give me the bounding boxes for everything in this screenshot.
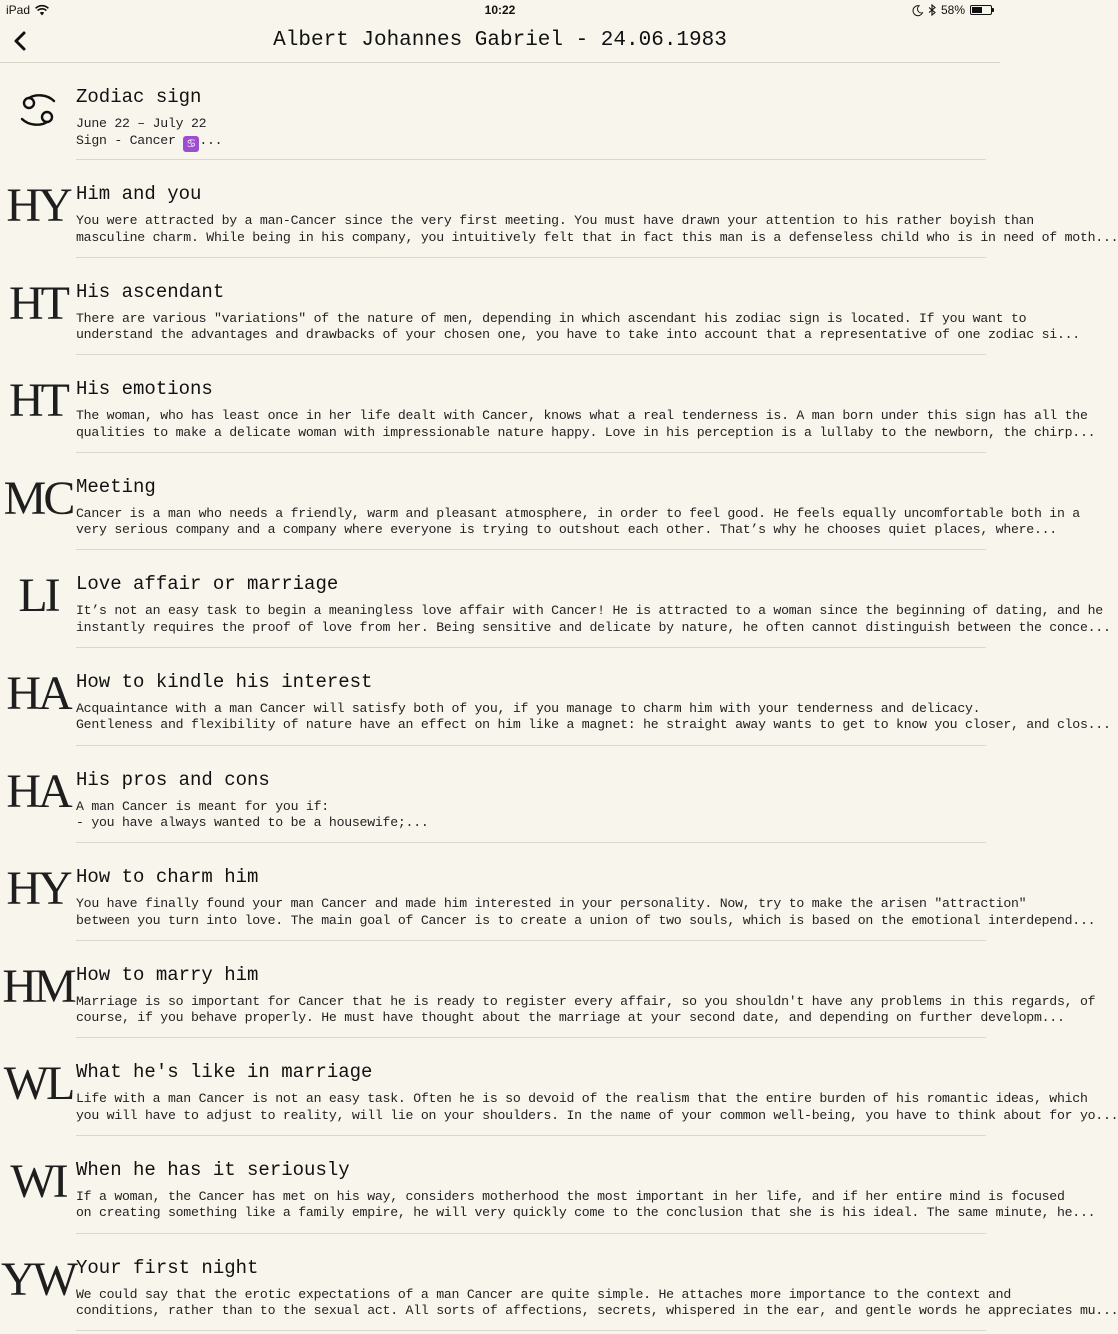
status-bar [0,0,1000,20]
row-text-line: between you turn into love. The main goal of Cancer is to create a union of two souls, which is based on the emotional interdepend... [76,912,1096,928]
row-title: His emotions [76,378,213,401]
row-text [76,408,1096,441]
row-text-line: instantly requires the proof of love from her. Being sensitive and delicate by nature, he often cannot distinguish between the conce... [76,619,1111,635]
status-right [913,3,992,17]
row-title: Your first night [76,1256,259,1279]
row-text [76,993,1096,1027]
initials-icon: LI [18,569,58,623]
row-title: Meeting [76,475,156,498]
row-title: How to marry him [76,963,259,986]
initials-icon: WL [3,1057,73,1111]
row-text-line: If a woman, the Cancer has met on his way, considers motherhood the most important in her life, and if her entire mind is focused [76,1188,1065,1204]
row-text-line: June 22 – July 22 [76,116,207,131]
list-item[interactable] [0,648,1111,746]
initials-icon: HT [9,374,67,428]
row-text-line: Gentleness and flexibility of nature have an effect on him like a magnet: he straight away wants to get to know you closer, and clos... [76,717,1111,733]
row-text [76,1286,1118,1320]
row-text [76,1188,1096,1222]
ellipsis: ... [199,132,223,148]
row-text-line: Cancer is a man who needs a friendly, warm and pleasant atmosphere, in order to feel good. He feels equally uncomfortable both in a [76,505,1080,521]
row-text-line: you will have to adjust to reality, will lie on your shoulders. In the name of your common well-being, you have to think about for yo... [76,1107,1118,1123]
list-item[interactable] [0,258,1080,356]
row-text-line: on creating something like a family empire, he will very quickly come to the conclusion that she is his ideal. The same minute, he... [76,1205,1096,1221]
row-title: Him and you [76,183,202,205]
row-title: What he's like in marriage [76,1061,373,1084]
initials-icon: HY [6,179,70,232]
row-text [76,1091,1118,1124]
initials-icon: HT [9,276,67,330]
list-item[interactable] [0,160,1118,258]
row-title: His pros and cons [76,768,270,791]
initials-icon: HA [6,666,70,720]
initials-icon: MC [3,471,73,525]
cancer-zodiac-icon [18,93,58,127]
row-text [76,799,998,832]
list-item[interactable] [0,1136,1096,1234]
row-text-line [76,133,998,152]
initials-icon: HY [6,862,70,916]
row-text [76,896,1096,929]
row-text [76,213,1118,246]
battery-level [972,7,982,13]
moon-icon [913,5,923,16]
row-text [76,116,998,152]
row-text-line: conditions, rather than to the sexual act. All sorts of affections, secrets, whispered in the ear, and gentle words he appreciates mu... [76,1303,1118,1319]
article-items [0,160,1118,1331]
row-text-line: The woman, who has least once in her life dealt with Cancer, knows what a real tenderness is. A man born under this sign has all the [76,408,1088,424]
list-item-zodiac-sign[interactable] [0,63,1000,160]
battery-percent: 58% [940,3,965,17]
row-title: Zodiac sign [76,86,202,108]
row-text-line: It’s not an easy task to begin a meaningless love affair with Cancer! He is attracted to a woman since the beginning of dating, and he [76,603,1103,619]
row-title: How to kindle his interest [76,670,373,693]
bluetooth-icon [928,4,936,16]
row-text [76,700,1111,734]
row-text-line: understand the advantages and drawbacks of your chosen one, you have to take into account that a representative of one zodiac si... [76,327,1080,343]
row-text [76,505,1080,539]
row-text-line: Life with a man Cancer is not an easy task. Often he is so devoid of the realism that the entire burden of his romantic ideas, which [76,1091,1088,1107]
page-title: Albert Johannes Gabriel - 24.06.1983 [273,29,727,52]
row-text [76,603,1111,636]
cancer-emoji-icon: ♋ [183,136,199,152]
row-text-line: very serious company and a company where everyone is trying to outshout each other. That’s why he chooses quiet places, where... [76,522,1057,538]
initials-icon: HM [2,959,74,1013]
row-text-line: A man Cancer is meant for you if: [76,798,329,814]
row-text-line: There are various "variations" of the nature of men, depending in which ascendant his zodiac sign is located. If you want to [76,310,1027,326]
row-text-line: You have finally found your man Cancer and made him interested in your personality. Now, try to make the arisen "attraction" [76,896,1027,912]
list-item[interactable] [0,941,1096,1039]
list-item[interactable] [0,746,1000,844]
row-text [76,310,1080,344]
row-title: His ascendant [76,280,225,303]
initials-icon: YW [1,1252,75,1306]
row-text-line: masculine charm. While being in his company, you intuitively felt that in fact this man is a defenseless child who is in need of moth... [76,229,1118,245]
row-title: When he has it seriously [76,1158,350,1181]
sign-label: Sign - Cancer [76,132,176,148]
chevron-left-icon[interactable] [8,28,34,54]
row-text-line: course, if you behave properly. He must have thought about the marriage at your second date, and depending on further developm... [76,1010,1065,1026]
row-title: How to charm him [76,866,259,889]
list-item[interactable] [0,453,1080,551]
initials-icon: WI [10,1154,66,1208]
horoscope-list [0,63,1118,1331]
initials-icon: HA [6,764,70,818]
row-text-line: You were attracted by a man-Cancer since the very first meeting. You must have drawn your attention to his rather boyish than [76,213,1034,228]
list-item[interactable] [0,550,1111,648]
list-item[interactable] [0,355,1096,453]
row-text-line: We could say that the erotic expectations of a man Cancer are quite simple. He attaches more importance to the context and [76,1286,1011,1302]
row-text-line: - you have always wanted to be a housewife;... [76,815,429,831]
row-text-line: Acquaintance with a man Cancer will satisfy both of you, if you manage to charm him with your tenderness and delicacy. [76,700,981,716]
battery-icon [970,5,992,15]
navigation-bar [0,20,1000,63]
status-time: 10:22 [484,3,516,17]
list-item[interactable] [0,1234,1118,1332]
row-text-line: qualities to make a delicate woman with impressionable nature happy. Love in his perception is a lullaby to the newborn, the chirp... [76,424,1096,440]
device-label: iPad [6,3,31,17]
row-text-line: Marriage is so important for Cancer that he is ready to register every affair, so you shouldn't have any problems in this regards, of [76,993,1096,1009]
list-item[interactable] [0,1038,1118,1136]
list-item[interactable] [0,843,1096,941]
row-title: Love affair or marriage [76,573,339,596]
